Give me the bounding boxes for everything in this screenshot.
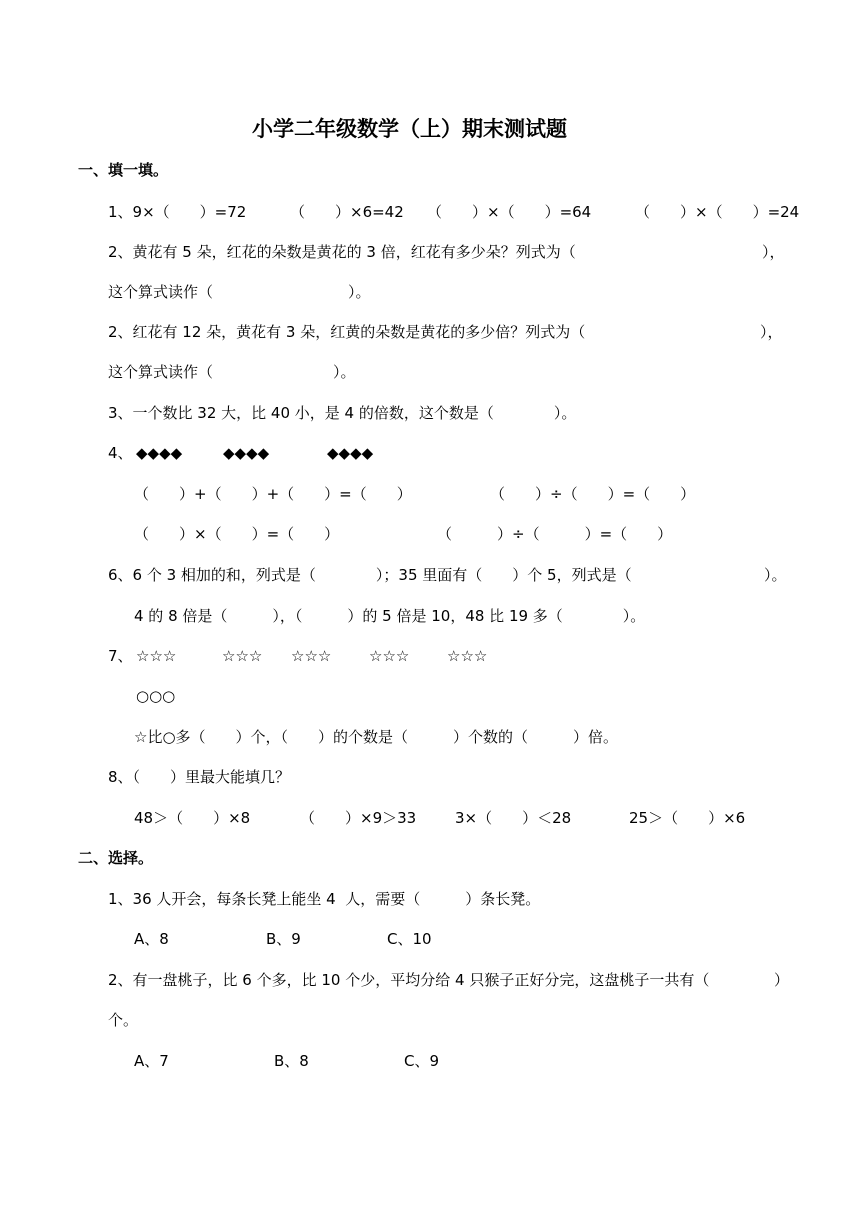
- q7-star-group-3: ☆☆☆: [291, 647, 332, 665]
- q8-inequality-b: （ ）×9＞33: [300, 809, 417, 827]
- q7-star-group-1: ☆☆☆: [136, 647, 177, 665]
- choice-q1-option-b: B、9: [266, 930, 301, 948]
- q7-star-group-5: ☆☆☆: [447, 647, 488, 665]
- q4-diamond-group-1: ◆◆◆◆: [136, 444, 183, 462]
- q4-diamond-group-3: ◆◆◆◆: [327, 444, 374, 462]
- choice-q2-option-a: A、7: [134, 1052, 169, 1070]
- choice-q1-option-c: C、10: [387, 930, 432, 948]
- q2b-line-2: 这个算式读作（ ）。: [108, 363, 356, 381]
- q7-label: 7、: [108, 647, 133, 665]
- q8-inequality-a: 48＞（ ）×8: [134, 809, 251, 827]
- choice-q2-line-2: 个。: [108, 1011, 139, 1029]
- question-3: 3、一个数比 32 大，比 40 小，是 4 的倍数，这个数是（ ）。: [108, 404, 577, 422]
- q6-line-1: 6、6 个 3 相加的和，列式是（ ）；35 里面有（ ）个 5，列式是（: [108, 566, 632, 584]
- section-heading-fill-in: 一、填一填。: [78, 161, 169, 179]
- page-title: 小学二年级数学（上）期末测试题: [252, 117, 567, 141]
- section-heading-choice: 二、选择。: [78, 849, 154, 867]
- choice-q2-option-b: B、8: [274, 1052, 309, 1070]
- q4-multiplication-row: （ ）×（ ）=（ ）: [134, 525, 340, 543]
- q4-diamond-group-2: ◆◆◆◆: [223, 444, 270, 462]
- q8-heading: 8、（ ）里最大能填几？: [108, 768, 291, 786]
- q4-label: 4、: [108, 444, 133, 462]
- q2a-line-1: 2、黄花有 5 朵，红花的朵数是黄花的 3 倍，红花有多少朵？列式为（: [108, 243, 576, 261]
- q7-circles: ○○○: [136, 687, 176, 705]
- q1-equation-c: （ ）×（ ）=64: [427, 203, 592, 221]
- choice-q2-option-c: C、9: [404, 1052, 440, 1070]
- choice-q1-text: 1、36 人开会，每条长凳上能坐 4 人，需要（ ）条长凳。: [108, 890, 541, 908]
- q7-star-group-4: ☆☆☆: [369, 647, 410, 665]
- q6-line-2: 4 的 8 倍是（ ），（ ）的 5 倍是 10，48 比 19 多（ ）。: [134, 607, 646, 625]
- q2b-line-1-end: ），: [760, 323, 783, 341]
- q7-question: ☆比○多（ ）个，（ ）的个数是（ ）个数的（ ）倍。: [134, 728, 619, 746]
- q8-inequality-c: 3×（ ）＜28: [455, 809, 572, 827]
- choice-q2-line-1-end: ）: [774, 971, 790, 989]
- q2a-line-1-end: ），: [762, 243, 785, 261]
- q4-division-row-1: （ ）÷（ ）=（ ）: [490, 485, 696, 503]
- q4-addition-row: （ ）+（ ）+（ ）=（ ）: [134, 485, 412, 503]
- choice-q1-option-a: A、8: [134, 930, 169, 948]
- q4-division-row-2: （ ）÷（ ）=（ ）: [437, 525, 673, 543]
- q1-equation-b: （ ）×6=42: [290, 203, 404, 221]
- choice-q2-line-1: 2、有一盘桃子，比 6 个多，比 10 个少，平均分给 4 只猴子正好分完，这盘桃子一共有（: [108, 971, 710, 989]
- q8-inequality-d: 25＞（ ）×6: [629, 809, 746, 827]
- q6-line-1-end: ）。: [764, 566, 787, 584]
- q1-equation-d: （ ）×（ ）=24: [635, 203, 800, 221]
- q7-star-group-2: ☆☆☆: [222, 647, 263, 665]
- q2b-line-1: 2、红花有 12 朵，黄花有 3 朵，红黄的朵数是黄花的多少倍？列式为（: [108, 323, 586, 341]
- q1-equation-a: 1、9×（ ）=72: [108, 203, 247, 221]
- q2a-line-2: 这个算式读作（ ）。: [108, 283, 371, 301]
